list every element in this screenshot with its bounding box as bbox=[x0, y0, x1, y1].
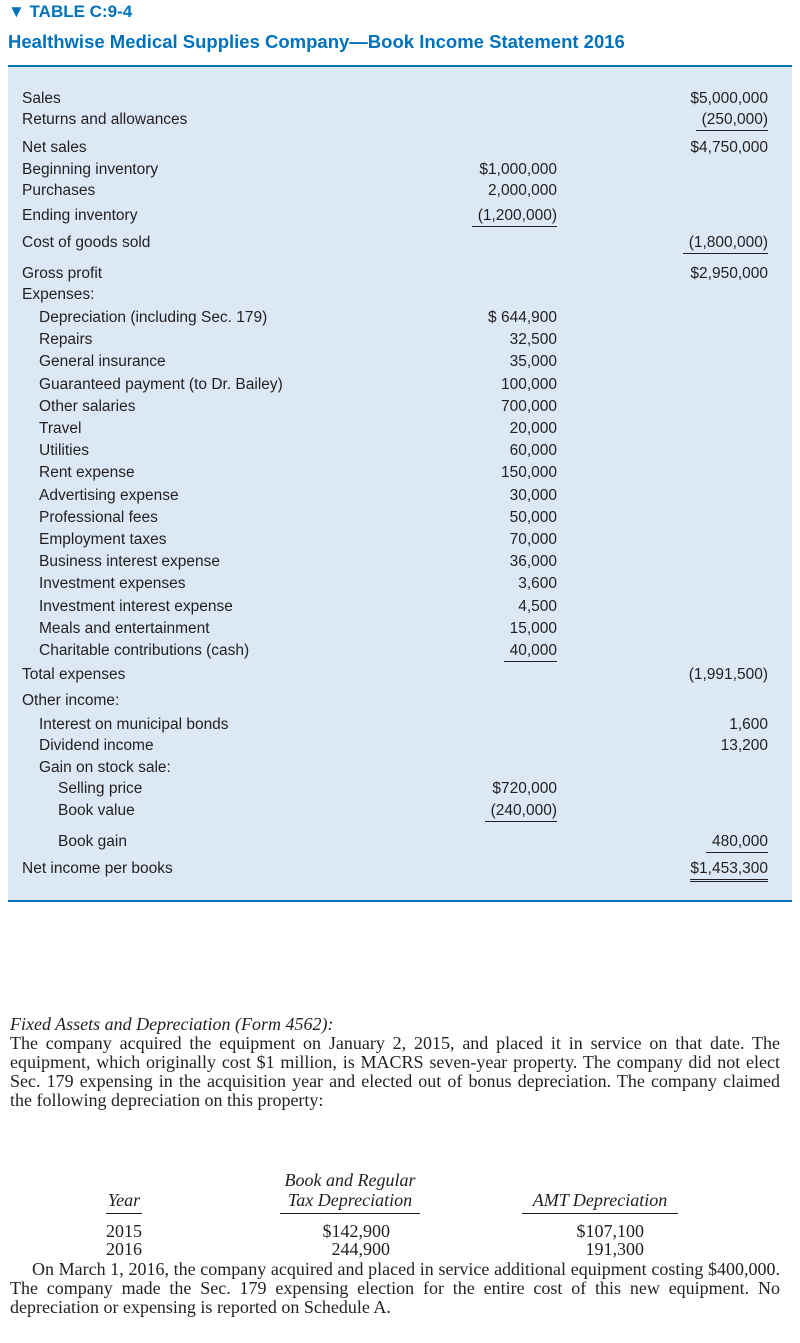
income-statement-panel bbox=[8, 65, 792, 902]
expense-label: Repairs bbox=[39, 331, 93, 349]
expense-row bbox=[8, 530, 792, 550]
row-gross-profit bbox=[8, 264, 792, 284]
expense-amount: 50,000 bbox=[509, 508, 557, 526]
row-total: 1,600 bbox=[729, 716, 768, 733]
col-header-amt: AMT Depreciation bbox=[532, 1190, 668, 1210]
section-heading: Expenses: bbox=[22, 286, 95, 303]
expense-label: Employment taxes bbox=[39, 531, 167, 548]
expense-amount: 40,000 bbox=[504, 641, 557, 662]
expense-label: Investment expenses bbox=[39, 575, 186, 593]
expense-row bbox=[8, 330, 792, 350]
expense-row bbox=[8, 641, 792, 661]
additional-equipment-paragraph: On March 1, 2016, the company acquired and placed in service additional equipment costing $400,000. The company made the Sec. 179 expensing election for the entire cost of this new equipment. No depreciation or expensing is reported on Schedule A. bbox=[10, 1259, 780, 1317]
expense-label: Investment interest expense bbox=[39, 597, 233, 615]
row-label: Returns and allowances bbox=[22, 111, 188, 128]
stock-sale-header bbox=[8, 758, 792, 778]
expenses-header bbox=[8, 285, 792, 305]
row-total: $5,000,000 bbox=[690, 90, 768, 107]
row-total: (250,000) bbox=[696, 110, 768, 131]
row-book-value bbox=[8, 801, 792, 821]
dep-amt: 191,300 bbox=[585, 1239, 644, 1259]
row-purchases bbox=[8, 181, 792, 201]
expense-label: Travel bbox=[39, 420, 82, 437]
header-underline bbox=[106, 1213, 142, 1214]
row-label: Gross profit bbox=[22, 265, 103, 282]
expense-label: General insurance bbox=[39, 353, 166, 371]
row-label: Ending inventory bbox=[22, 207, 138, 224]
expense-row bbox=[8, 552, 792, 572]
row-label: Net income per books bbox=[22, 860, 173, 877]
row-total: (1,800,000) bbox=[683, 233, 768, 254]
expense-label: Guaranteed payment (to Dr. Bailey) bbox=[39, 375, 283, 393]
header-underline bbox=[522, 1213, 678, 1214]
expense-row bbox=[8, 352, 792, 372]
row-total: $2,950,000 bbox=[690, 265, 768, 282]
expense-label: Professional fees bbox=[39, 508, 158, 526]
row-beginning-inventory bbox=[8, 160, 792, 180]
row-selling-price bbox=[8, 779, 792, 799]
expense-amount: 4,500 bbox=[518, 597, 557, 615]
row-label: Cost of goods sold bbox=[22, 234, 151, 251]
expense-amount: $ 644,900 bbox=[488, 309, 557, 326]
expense-amount: 15,000 bbox=[509, 619, 557, 637]
row-amount: (1,200,000) bbox=[472, 206, 557, 227]
dep-year: 2015 bbox=[106, 1221, 142, 1241]
table-label: ▼ TABLE C:9-4 bbox=[8, 2, 133, 21]
expense-row bbox=[8, 441, 792, 461]
expense-row bbox=[8, 463, 792, 483]
row-label: Interest on municipal bonds bbox=[39, 716, 229, 733]
row-net-income bbox=[8, 859, 792, 879]
row-amount: 2,000,000 bbox=[488, 182, 557, 199]
expense-label: Charitable contributions (cash) bbox=[39, 642, 250, 659]
expense-label: Business interest expense bbox=[39, 553, 220, 571]
row-total: 480,000 bbox=[706, 832, 768, 853]
col-header-book-line2: Tax Depreciation bbox=[287, 1190, 413, 1210]
dep-year: 2016 bbox=[106, 1239, 142, 1259]
row-amount: $1,000,000 bbox=[479, 161, 557, 178]
dep-amt: $107,100 bbox=[576, 1221, 644, 1241]
expense-row bbox=[8, 486, 792, 506]
expense-row bbox=[8, 375, 792, 395]
expense-amount: 150,000 bbox=[500, 464, 557, 482]
expense-row bbox=[8, 508, 792, 528]
row-municipal-bond-interest bbox=[8, 715, 792, 735]
expense-row bbox=[8, 419, 792, 439]
col-header-year: Year bbox=[107, 1190, 141, 1210]
row-total: (1,991,500) bbox=[688, 666, 768, 683]
fixed-assets-paragraph: The company acquired the equipment on January 2, 2015, and placed it in service on that date. The equipment, which originally cost $1 million, is MACRS seven-year property. The company did not elect Sec. 179 expensing in the acquisition year and elected out of bonus depreciation. The company claimed the following depreciation on this property: bbox=[10, 1033, 780, 1110]
section-heading: Other income: bbox=[22, 692, 120, 709]
expense-amount: 20,000 bbox=[509, 420, 557, 437]
expense-row bbox=[8, 619, 792, 639]
row-dividend-income bbox=[8, 736, 792, 756]
expense-label: Rent expense bbox=[39, 464, 135, 482]
row-total: $4,750,000 bbox=[690, 139, 768, 156]
expense-label: Utilities bbox=[39, 442, 89, 460]
row-sales bbox=[8, 89, 792, 109]
row-total-expenses bbox=[8, 665, 792, 685]
expense-row bbox=[8, 397, 792, 417]
expense-amount: 60,000 bbox=[509, 442, 557, 460]
row-book-gain bbox=[8, 832, 792, 852]
expense-row bbox=[8, 308, 792, 328]
expense-row bbox=[8, 574, 792, 594]
row-ending-inventory bbox=[8, 206, 792, 226]
row-net-sales bbox=[8, 138, 792, 158]
expense-amount: 700,000 bbox=[500, 397, 557, 415]
row-returns bbox=[8, 110, 792, 130]
row-label: Purchases bbox=[22, 182, 96, 199]
expense-row bbox=[8, 597, 792, 617]
other-income-header bbox=[8, 691, 792, 711]
row-amount: (240,000) bbox=[485, 801, 557, 822]
expense-label: Meals and entertainment bbox=[39, 619, 210, 637]
fixed-assets-title: Fixed Assets and Depreciation (Form 4562): bbox=[10, 1014, 334, 1034]
row-label: Sales bbox=[22, 90, 61, 107]
row-label: Dividend income bbox=[39, 737, 154, 754]
expense-amount: 70,000 bbox=[509, 531, 557, 548]
row-label: Book value bbox=[58, 802, 135, 819]
table-title: Healthwise Medical Supplies Company—Book Income Statement 2016 bbox=[8, 31, 625, 52]
row-label: Total expenses bbox=[22, 666, 126, 683]
expense-label: Other salaries bbox=[39, 397, 136, 415]
expense-amount: 32,500 bbox=[509, 331, 557, 349]
dep-book: $142,900 bbox=[322, 1221, 390, 1241]
row-label: Net sales bbox=[22, 139, 87, 156]
expense-label: Advertising expense bbox=[39, 486, 179, 504]
row-label: Book gain bbox=[58, 833, 127, 850]
row-total: 13,200 bbox=[720, 737, 768, 754]
row-cost-of-goods-sold bbox=[8, 233, 792, 253]
expense-amount: 35,000 bbox=[509, 353, 557, 371]
expense-amount: 30,000 bbox=[509, 486, 557, 504]
col-header-book-line1: Book and Regular bbox=[284, 1170, 416, 1190]
row-total: $1,453,300 bbox=[690, 859, 768, 882]
section-heading: Gain on stock sale: bbox=[39, 759, 171, 776]
row-amount: $720,000 bbox=[492, 780, 557, 797]
dep-book: 244,900 bbox=[331, 1239, 390, 1259]
expense-amount: 100,000 bbox=[500, 375, 557, 393]
row-label: Beginning inventory bbox=[22, 161, 159, 178]
expense-label: Depreciation (including Sec. 179) bbox=[39, 309, 268, 326]
row-label: Selling price bbox=[58, 780, 143, 797]
header-underline bbox=[280, 1213, 420, 1214]
expense-amount: 36,000 bbox=[509, 553, 557, 571]
expense-amount: 3,600 bbox=[518, 575, 557, 593]
